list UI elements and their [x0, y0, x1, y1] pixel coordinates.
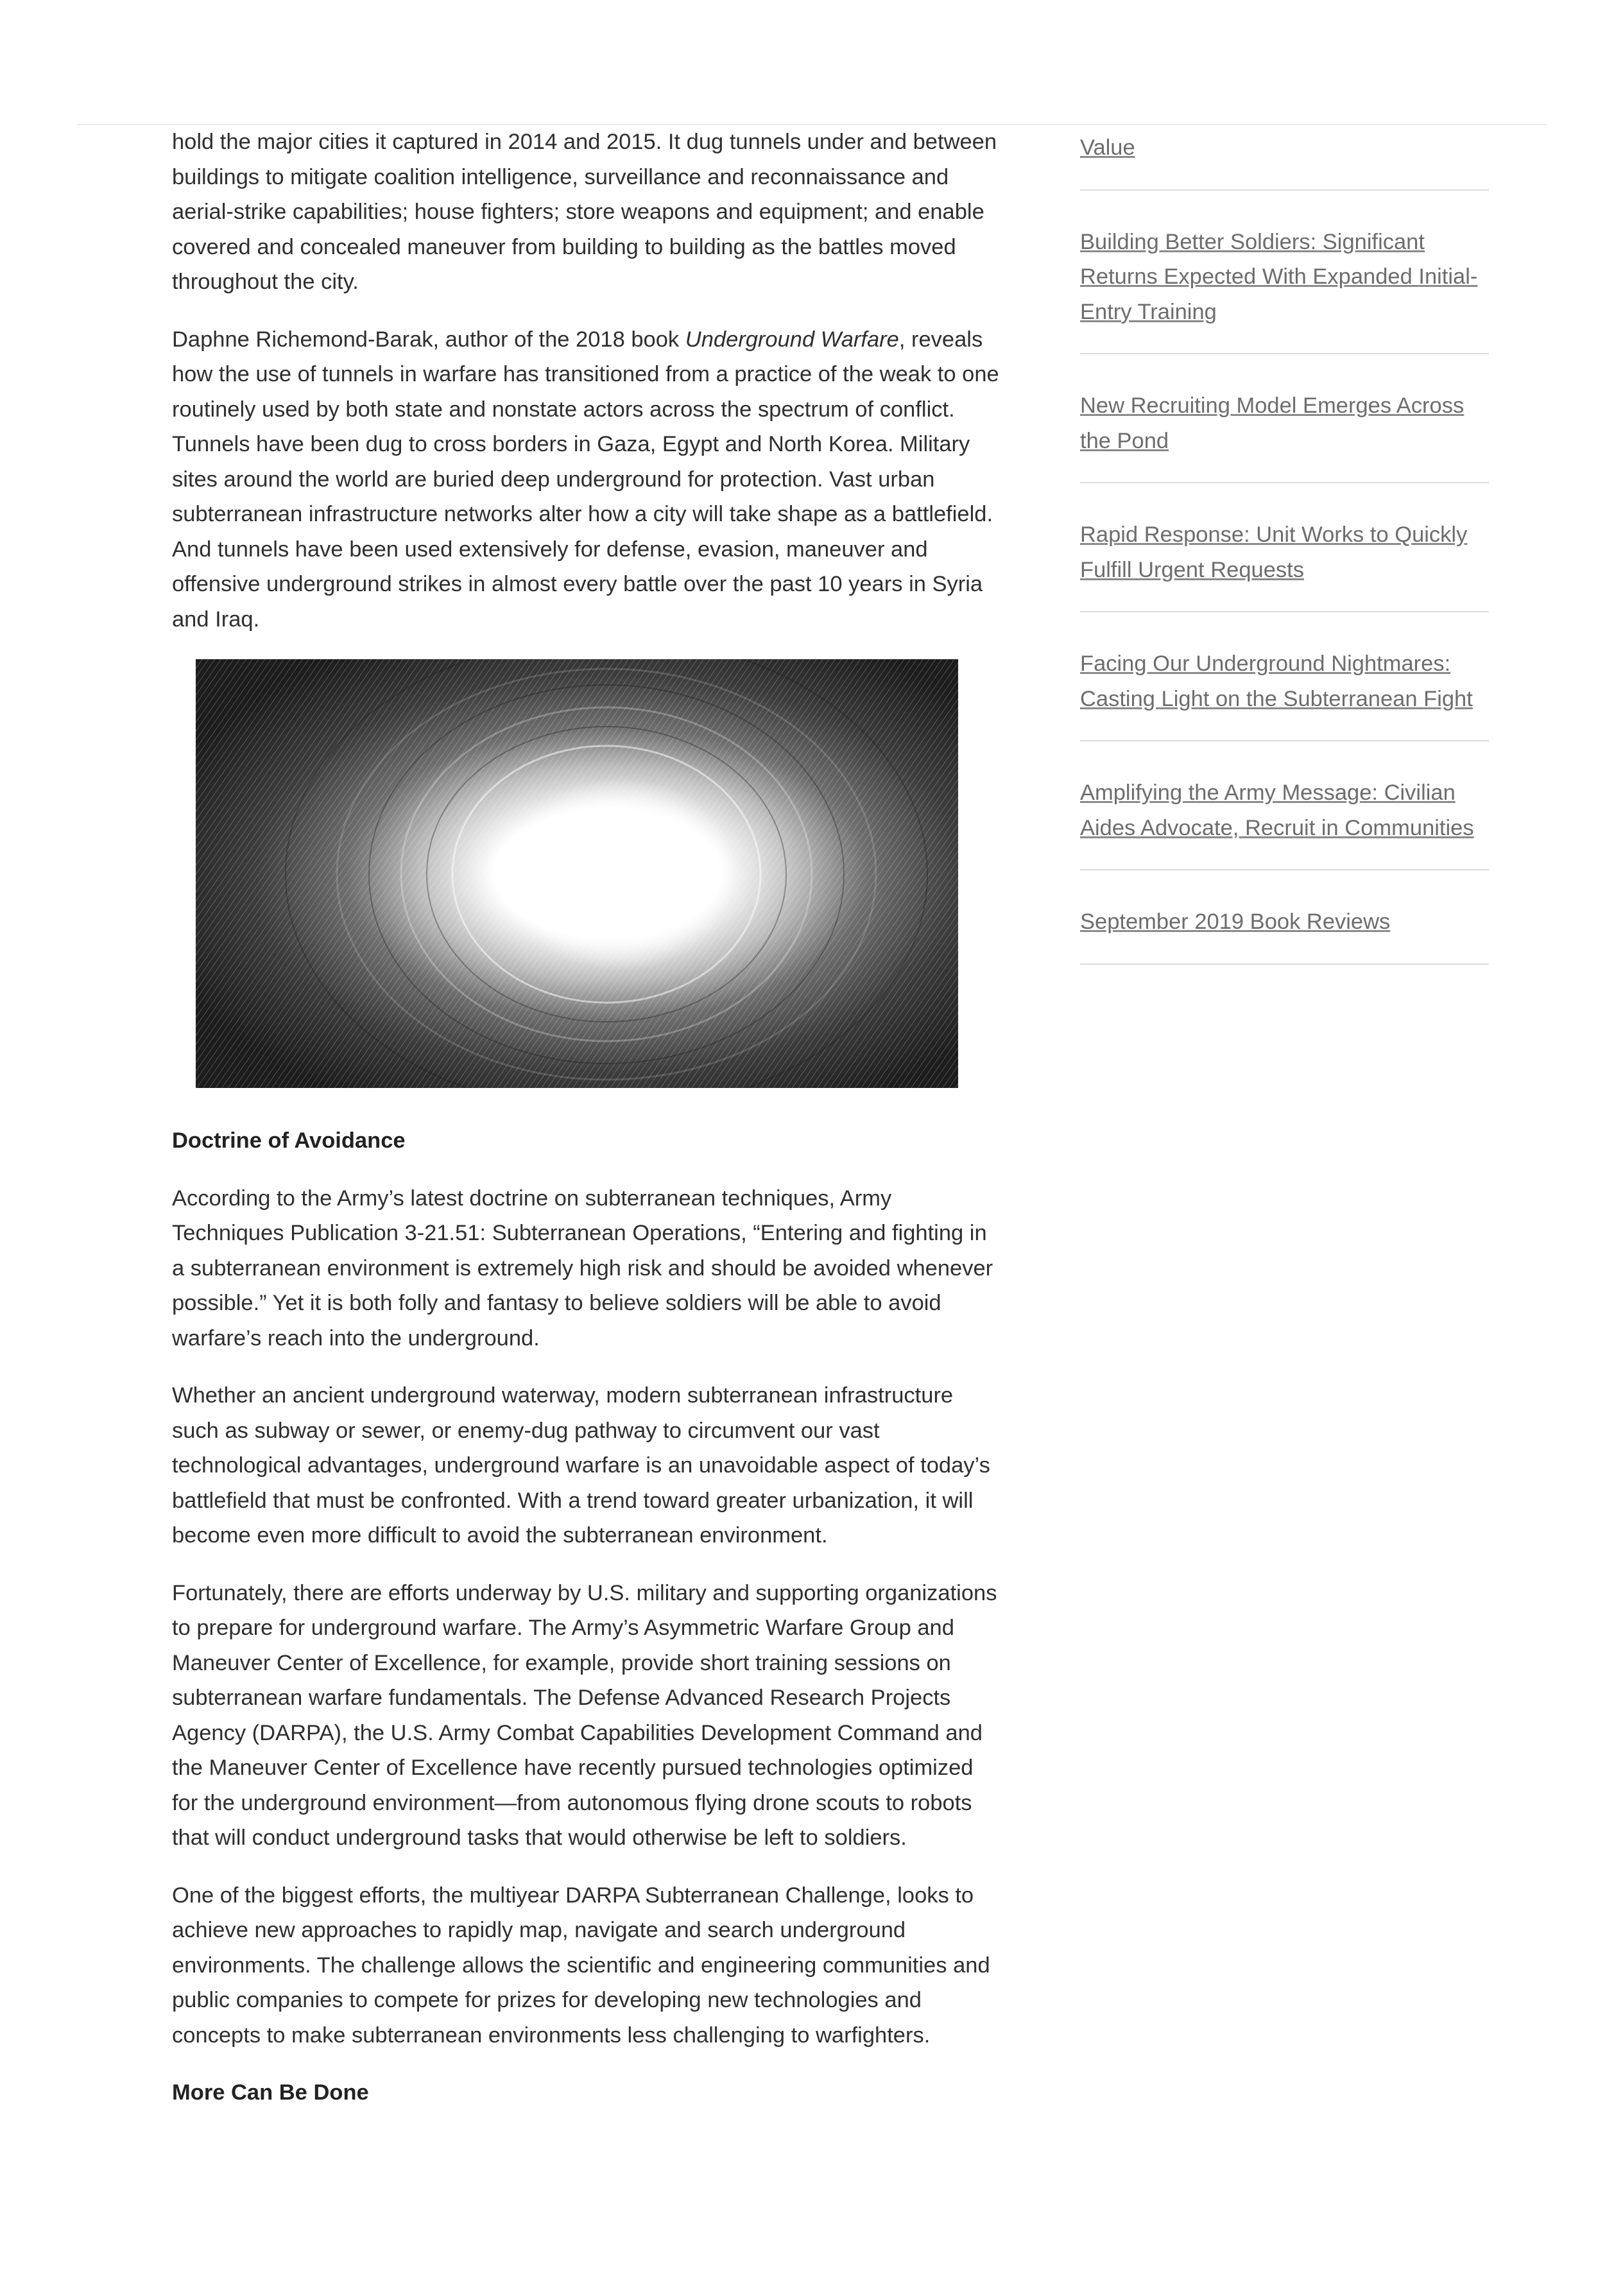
related-article-item	[1080, 870, 1489, 965]
related-article-item	[1080, 354, 1489, 483]
related-article-link[interactable]: New Recruiting Model Emerges Across the Pond	[1080, 393, 1464, 453]
related-article-link[interactable]: Rapid Response: Unit Works to Quickly Fulfill Urgent Requests	[1080, 522, 1468, 582]
related-article-link[interactable]: September 2019 Book Reviews	[1080, 910, 1391, 934]
related-article-item	[1080, 125, 1489, 191]
article-paragraph: Fortunately, there are efforts underway by U.S. military and supporting organizations to prepare for underground warfare. The Army’s Asymmetric Warfare Group and Maneuver Center of Excellence, for example, provide short training sessions on subterranean warfare fundamentals. The Defense Advanced Research Projects Agency (DARPA), the U.S. Army Combat Capabilities Development Command and the Maneuver Center of Excellence have recently pursued technologies optimized for the underground environment—from autonomous flying drone scouts to robots that will conduct underground tasks that would otherwise be left to soldiers.	[172, 1580, 997, 1850]
book-text-before: Daphne Richemond-Barak, author of the 2018 book	[172, 327, 685, 352]
book-text-after: , reveals how the use of tunnels in warfare has transitioned from a practice of the weak to one routinely used by both state and nonstate actors across the spectrum of conflict. Tunnels have been dug to cross borders in Gaza, Egypt and North Korea. Military sites around the world are buried deep underground for protection. Vast urban subterranean infrastructure networks alter how a city will take shape as a battlefield. And tunnels have been used extensively for defense, evasion, maneuver and offensive underground strikes in almost every battle over the past 10 years in Syria and Iraq.	[172, 327, 999, 632]
related-article-item	[1080, 612, 1489, 741]
section-heading-more: More Can Be Done	[172, 2080, 369, 2105]
related-article-item	[1080, 483, 1489, 612]
article-paragraph-book	[172, 322, 1000, 637]
section-heading-doctrine: Doctrine of Avoidance	[172, 1128, 406, 1153]
related-article-item	[1080, 741, 1489, 870]
related-articles-sidebar	[1080, 125, 1489, 965]
related-article-item	[1080, 191, 1489, 355]
book-title: Underground Warfare	[685, 327, 899, 352]
article-body	[172, 125, 1000, 2133]
article-paragraph: One of the biggest efforts, the multiyear DARPA Subterranean Challenge, looks to achieve new approaches to rapidly map, navigate and search underground environments. The challenge allows the scientific and engineering communities and public companies to compete for prizes for developing new technologies and concepts to make subterranean environments less challenging to warfighters.	[172, 1883, 990, 2048]
article-paragraph: According to the Army’s latest doctrine on subterranean techniques, Army Techniques Publication 3-21.51: Subterranean Operations, “Entering and fighting in a subterranean environment is extremely high risk and should be avoided whenever possible.” Yet it is both folly and fantasy to believe soldiers will be able to avoid warfare’s reach into the underground.	[172, 1186, 993, 1351]
related-article-link[interactable]: Amplifying the Army Message: Civilian Aides Advocate, Recruit in Communities	[1080, 781, 1474, 840]
related-article-link[interactable]: Facing Our Underground Nightmares: Casting Light on the Subterranean Fight	[1080, 652, 1473, 711]
related-article-link[interactable]: Value	[1080, 135, 1135, 160]
tunnel-drawing-image	[196, 659, 958, 1088]
article-paragraph: hold the major cities it captured in 2014 and 2015. It dug tunnels under and between buildings to mitigate coalition intelligence, surveillance and reconnaissance and aerial-strike capabilities; house fighters; store weapons and equipment; and enable covered and concealed maneuver from building to building as the battles moved throughout the city.	[172, 130, 997, 294]
related-article-link[interactable]: Building Better Soldiers: Significant Returns Expected With Expanded Initial-Entry Training	[1080, 229, 1478, 324]
top-navigation-bar	[77, 0, 1547, 125]
article-paragraph: Whether an ancient underground waterway, modern subterranean infrastructure such as subway or sewer, or enemy-dug pathway to circumvent our vast technological advantages, underground warfare is an unavoidable aspect of today’s battlefield that must be confronted. With a trend toward greater urbanization, it will become even more difficult to avoid the subterranean environment.	[172, 1383, 990, 1548]
tunnel-illustration	[196, 659, 958, 1088]
